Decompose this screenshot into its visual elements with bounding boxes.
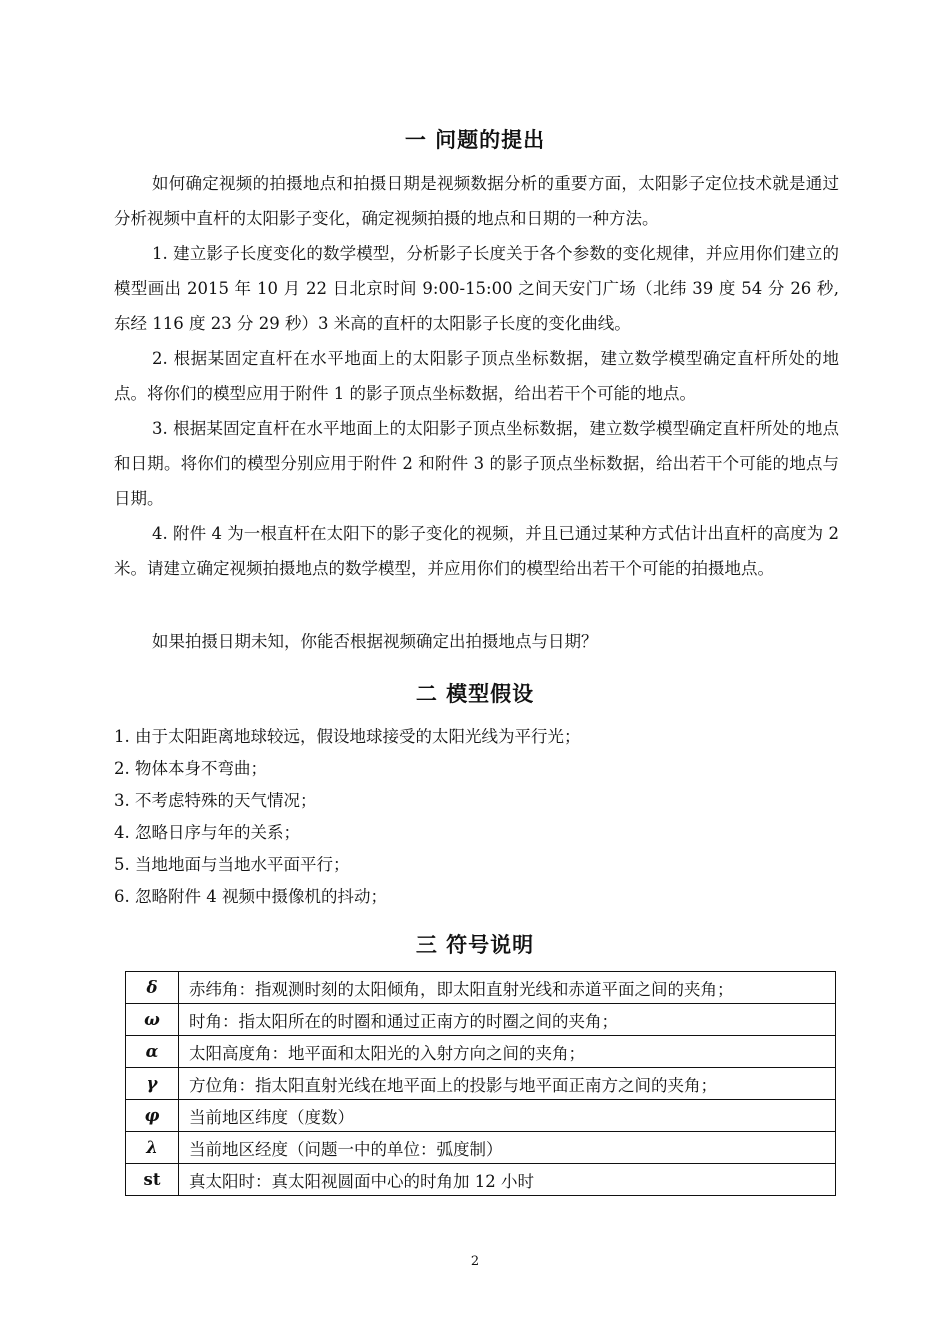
assumption-1: 1. 由于太阳距离地球较远，假设地球接受的太阳光线为平行光； <box>114 727 581 746</box>
description-cell: 太阳高度角：地平面和太阳光的入射方向之间的夹角； <box>179 1036 836 1068</box>
question-5-paragraph: 如果拍摄日期未知，你能否根据视频确定出拍摄地点与日期？ <box>152 632 598 651</box>
section-3-title: 三 符号说明 <box>415 933 535 957</box>
question-4-paragraph: 4. 附件 4 为一根直杆在太阳下的影子变化的视频，并且已通过某种方式估计出直杆的高度为 2 米。请建立确定视频拍摄地点的数学模型，并应用你们的模型给出若干个可能的拍摄地点。 <box>114 524 839 578</box>
intro-paragraph: 如何确定视频的拍摄地点和拍摄日期是视频数据分析的重要方面，太阳影子定位技术就是通过分析视频中直杆的太阳影子变化，确定视频拍摄的地点和日期的一种方法。 <box>114 174 839 228</box>
section-2-title: 二 模型假设 <box>415 682 535 706</box>
table-row <box>126 972 836 1004</box>
symbol-cell: ω <box>126 1004 179 1036</box>
symbol-cell: γ <box>126 1068 179 1100</box>
assumption-6: 6. 忽略附件 4 视频中摄像机的抖动； <box>114 887 387 906</box>
question-3-paragraph: 3. 根据某固定直杆在水平地面上的太阳影子顶点坐标数据，建立数学模型确定直杆所处的地点和日期。将你们的模型分别应用于附件 2 和附件 3 的影子顶点坐标数据，给出若干个可能的地点与日期。 <box>114 419 839 508</box>
assumption-3: 3. 不考虑特殊的天气情况； <box>114 791 317 810</box>
table-row <box>126 1036 836 1068</box>
symbol-cell: λ <box>126 1132 179 1164</box>
description-cell: 当前地区纬度（度数） <box>179 1100 836 1132</box>
assumption-4: 4. 忽略日序与年的关系； <box>114 823 300 842</box>
symbol-cell: δ <box>126 972 179 1004</box>
assumption-5: 5. 当地地面与当地水平面平行； <box>114 855 350 874</box>
description-cell: 时角：指太阳所在的时圈和通过正南方的时圈之间的夹角； <box>179 1004 836 1036</box>
symbol-cell: α <box>126 1036 179 1068</box>
question-2-paragraph: 2. 根据某固定直杆在水平地面上的太阳影子顶点坐标数据，建立数学模型确定直杆所处的地点。将你们的模型应用于附件 1 的影子顶点坐标数据，给出若干个可能的地点。 <box>114 349 839 403</box>
section-1-title: 一 问题的提出 <box>404 128 546 152</box>
page-number: 2 <box>470 1254 480 1269</box>
table-row <box>126 1004 836 1036</box>
description-cell: 方位角：指太阳直射光线在地平面上的投影与地平面正南方之间的夹角； <box>179 1068 836 1100</box>
symbol-cell: φ <box>126 1100 179 1132</box>
assumption-2: 2. 物体本身不弯曲； <box>114 759 267 778</box>
description-cell: 当前地区经度（问题一中的单位：弧度制） <box>179 1132 836 1164</box>
description-cell: 真太阳时：真太阳视圆面中心的时角加 12 小时 <box>179 1164 836 1196</box>
symbol-table <box>125 971 836 1196</box>
table-row <box>126 1132 836 1164</box>
table-row <box>126 1164 836 1196</box>
description-cell: 赤纬角：指观测时刻的太阳倾角，即太阳直射光线和赤道平面之间的夹角； <box>179 972 836 1004</box>
table-row <box>126 1068 836 1100</box>
symbol-cell: st <box>126 1164 179 1196</box>
table-row <box>126 1100 836 1132</box>
question-1-paragraph: 1. 建立影子长度变化的数学模型，分析影子长度关于各个参数的变化规律，并应用你们建立的模型画出 2015 年 10 月 22 日北京时间 9:00-15:00 之间天安门广场（北纬 39 度 54 分 26 秒, 东经 116 度 23 分 29 秒）3 米高的直杆的太阳影子长度的变化曲线。 <box>114 244 839 333</box>
